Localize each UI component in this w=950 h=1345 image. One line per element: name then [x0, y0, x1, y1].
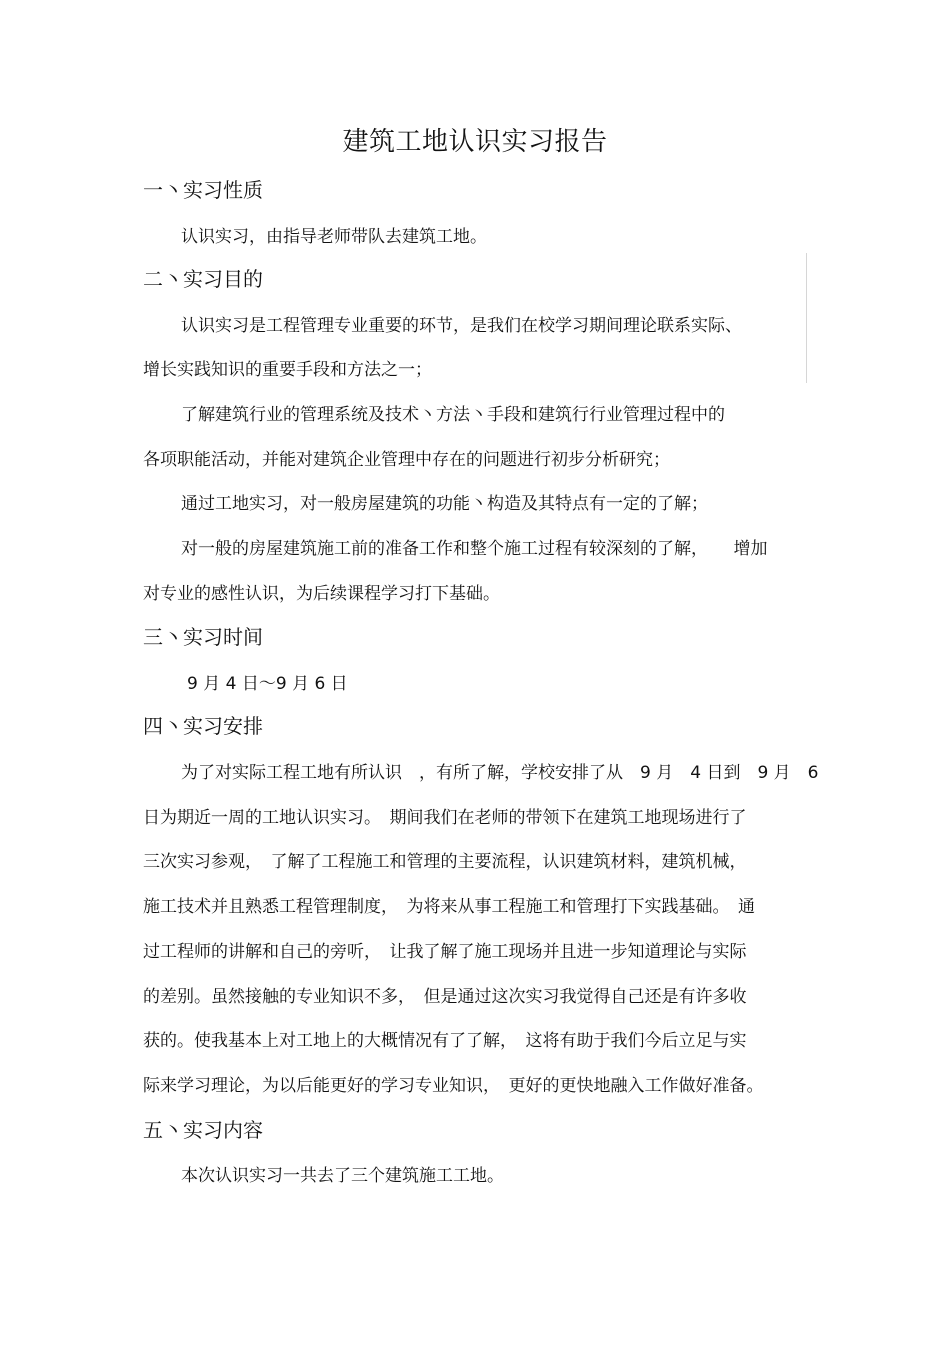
section-heading-purpose: 二丶实习目的: [143, 267, 263, 291]
section-heading-arrangement: 四丶实习安排: [143, 714, 263, 738]
paragraph-line: 9 月 4 日～9 月 6 日: [187, 674, 348, 694]
paragraph-line: 获的。使我基本上对工地上的大概情况有了了解， 这将有助于我们今后立足与实: [143, 1031, 747, 1051]
paragraph-line: 各项职能活动，并能对建筑企业管理中存在的问题进行初步分析研究；: [143, 450, 670, 470]
paragraph-line: 施工技术并且熟悉工程管理制度， 为将来从事工程施工和管理打下实践基础。 通: [143, 897, 755, 917]
paragraph-line: 过工程师的讲解和自己的旁听， 让我了解了施工现场并且进一步知道理论与实际: [143, 942, 747, 962]
section-heading-time: 三丶实习时间: [143, 625, 263, 649]
paragraph-line: 认识实习，由指导老师带队去建筑工地。: [181, 227, 487, 247]
paragraph-line: 为了对实际工程工地有所认识 ，有所了解，学校安排了从 9 月 4 日到 9 月 6: [181, 763, 819, 783]
paragraph-line: 增长实践知识的重要手段和方法之一；: [143, 360, 432, 380]
paragraph-line: 三次实习参观， 了解了工程施工和管理的主要流程，认识建筑材料，建筑机械，: [143, 852, 747, 872]
section-heading-nature: 一丶实习性质: [143, 178, 263, 202]
paragraph-line: 际来学习理论，为以后能更好的学习专业知识， 更好的更快地融入工作做好准备。: [143, 1076, 764, 1096]
paragraph-line: 对专业的感性认识，为后续课程学习打下基础。: [143, 584, 500, 604]
margin-rule: [806, 253, 807, 383]
paragraph-line: 本次认识实习一共去了三个建筑施工工地。: [181, 1166, 504, 1186]
paragraph-line: 通过工地实习，对一般房屋建筑的功能丶构造及其特点有一定的了解；: [181, 494, 708, 514]
paragraph-line: 对一般的房屋建筑施工前的准备工作和整个施工过程有较深刻的了解， 增加: [181, 539, 768, 559]
paragraph-line: 了解建筑行业的管理系统及技术丶方法丶手段和建筑行行业管理过程中的: [181, 405, 725, 425]
section-heading-content: 五丶实习内容: [143, 1118, 263, 1142]
document-title: 建筑工地认识实习报告: [342, 127, 608, 157]
paragraph-line: 日为期近一周的工地认识实习。 期间我们在老师的带领下在建筑工地现场进行了: [143, 808, 747, 828]
paragraph-line: 的差别。虽然接触的专业知识不多， 但是通过这次实习我觉得自己还是有许多收: [143, 987, 747, 1007]
paragraph-line: 认识实习是工程管理专业重要的环节，是我们在校学习期间理论联系实际、: [181, 316, 742, 336]
